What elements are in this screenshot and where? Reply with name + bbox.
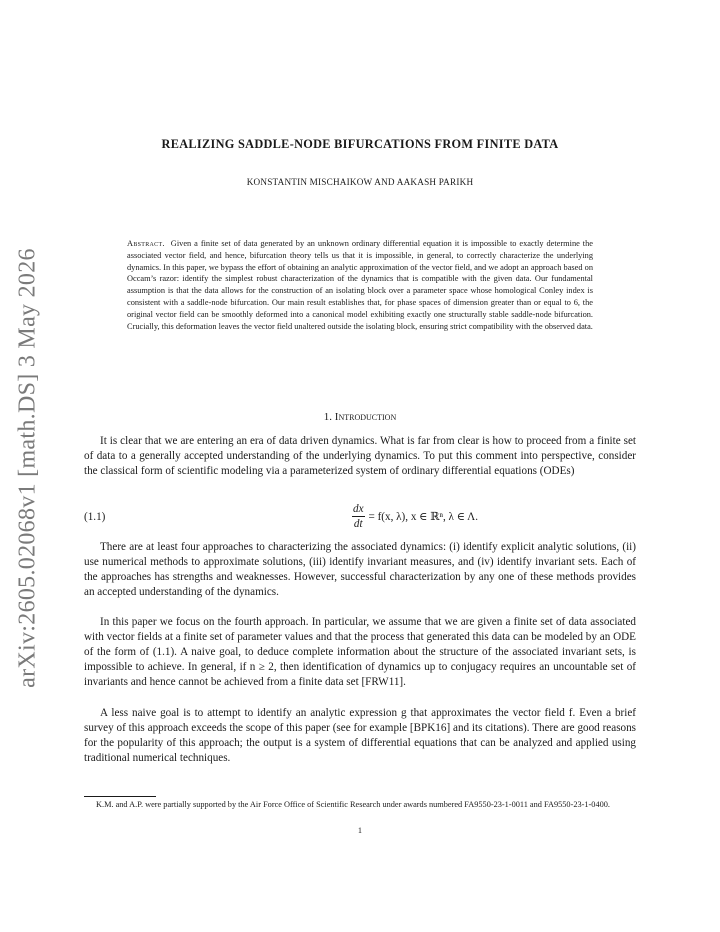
intro-paragraph-3: In this paper we focus on the fourth approach. In particular, we assume that we are given a finite set of data associated with vector fields at a finite set of parameter values and that the process that generated this data can be modeled by an ODE of the form of (1.1). A naive goal, to deduce complete information about the structure of the associated invariant sets, is impossible to achieve. In general, if n ≥ 2, then identification of dynamics up to conjugacy requires an uncountable set of invariants and hence cannot be achieved from a finite data set [FRW11]. bbox=[84, 616, 636, 689]
abstract-label: Abstract. bbox=[127, 239, 165, 248]
paper-title: REALIZING SADDLE-NODE BIFURCATIONS FROM FINITE DATA bbox=[161, 137, 559, 151]
abstract bbox=[127, 238, 593, 332]
fraction-numerator: dx bbox=[353, 503, 364, 515]
section-title: Introduction bbox=[334, 411, 397, 423]
equation-number: (1.1) bbox=[84, 511, 106, 523]
arxiv-identifier-text: arXiv:2605.02068v1 [math.DS] 3 May 2026 bbox=[14, 248, 41, 688]
equation-body bbox=[352, 502, 478, 531]
paper-authors: KONSTANTIN MISCHAIKOW AND AAKASH PARIKH bbox=[246, 177, 474, 187]
intro-paragraph-1: It is clear that we are entering an era of data driven dynamics. What is far from clear is how to proceed from a finite set of data to a generally accepted understanding of the underlying dynamics. To put this comment into perspective, consider the classical form of scientific modeling via a parameterized system of ordinary differential equations (ODEs) bbox=[84, 435, 636, 478]
section-heading bbox=[84, 411, 636, 423]
abstract-text: Given a finite set of data generated by an unknown ordinary differential equation it is impossible to exactly determine the associated vector field, and hence, bifurcation theory tells us that it is impossible, in general, to correctly characterize the underlying dynamics. In this paper, we bypass the effort of obtaining an analytic approximation of the vector field, and we adopt an approach based on Occam’s razor: identify the simplest robust characterization of the dynamics that is compatible with the given data. Our fundamental assumption is that the data allows for the construction of an isolating block over a parameter space whose homological Conley index is consistent with a saddle-node bifurcation. Our main result establishes that, for phase spaces of dimension greater than or equal to 6, the original vector field can be smoothly deformed into a canonical model exhibiting exactly one structurally stable saddle-node bifurcation. Crucially, this deformation leaves the vector field unaltered outside the isolating block, ensuring strict compatibility with the observed data. bbox=[127, 239, 593, 331]
footnote-divider bbox=[84, 796, 156, 797]
page-number: 1 bbox=[357, 826, 363, 835]
arxiv-identifier-stamp bbox=[14, 248, 41, 688]
funding-footnote: K.M. and A.P. were partially supported by the Air Force Office of Scientific Research under awards numbered FA9550-23-1-0011 and FA9550-23-1-0400. bbox=[96, 800, 610, 809]
derivative-fraction bbox=[352, 502, 365, 531]
intro-paragraph-2: There are at least four approaches to characterizing the associated dynamics: (i) identify explicit analytic solutions, (ii) use numerical methods to approximate solutions, (iii) identify invariant measures, and (iv) identify invariant sets. Each of the approaches has strengths and weaknesses. However, successful characterization by any one of these methods provides an accepted understanding of the dynamics. bbox=[84, 541, 636, 599]
fraction-denominator: dt bbox=[353, 518, 363, 530]
intro-paragraph-4: A less naive goal is to attempt to identify an analytic expression g that approximates the vector field f. Even a brief survey of this approach exceeds the scope of this paper (see for example [BPK16] and its citations). There are good reasons for the popularity of this approach; the output is a system of differential equations that can be analyzed and applied using traditional numerical techniques. bbox=[84, 707, 636, 765]
equation-rhs: = f(x, λ), x ∈ ℝⁿ, λ ∈ Λ. bbox=[368, 511, 479, 523]
section-number: 1. bbox=[323, 411, 333, 423]
equation-1-1 bbox=[84, 502, 636, 534]
